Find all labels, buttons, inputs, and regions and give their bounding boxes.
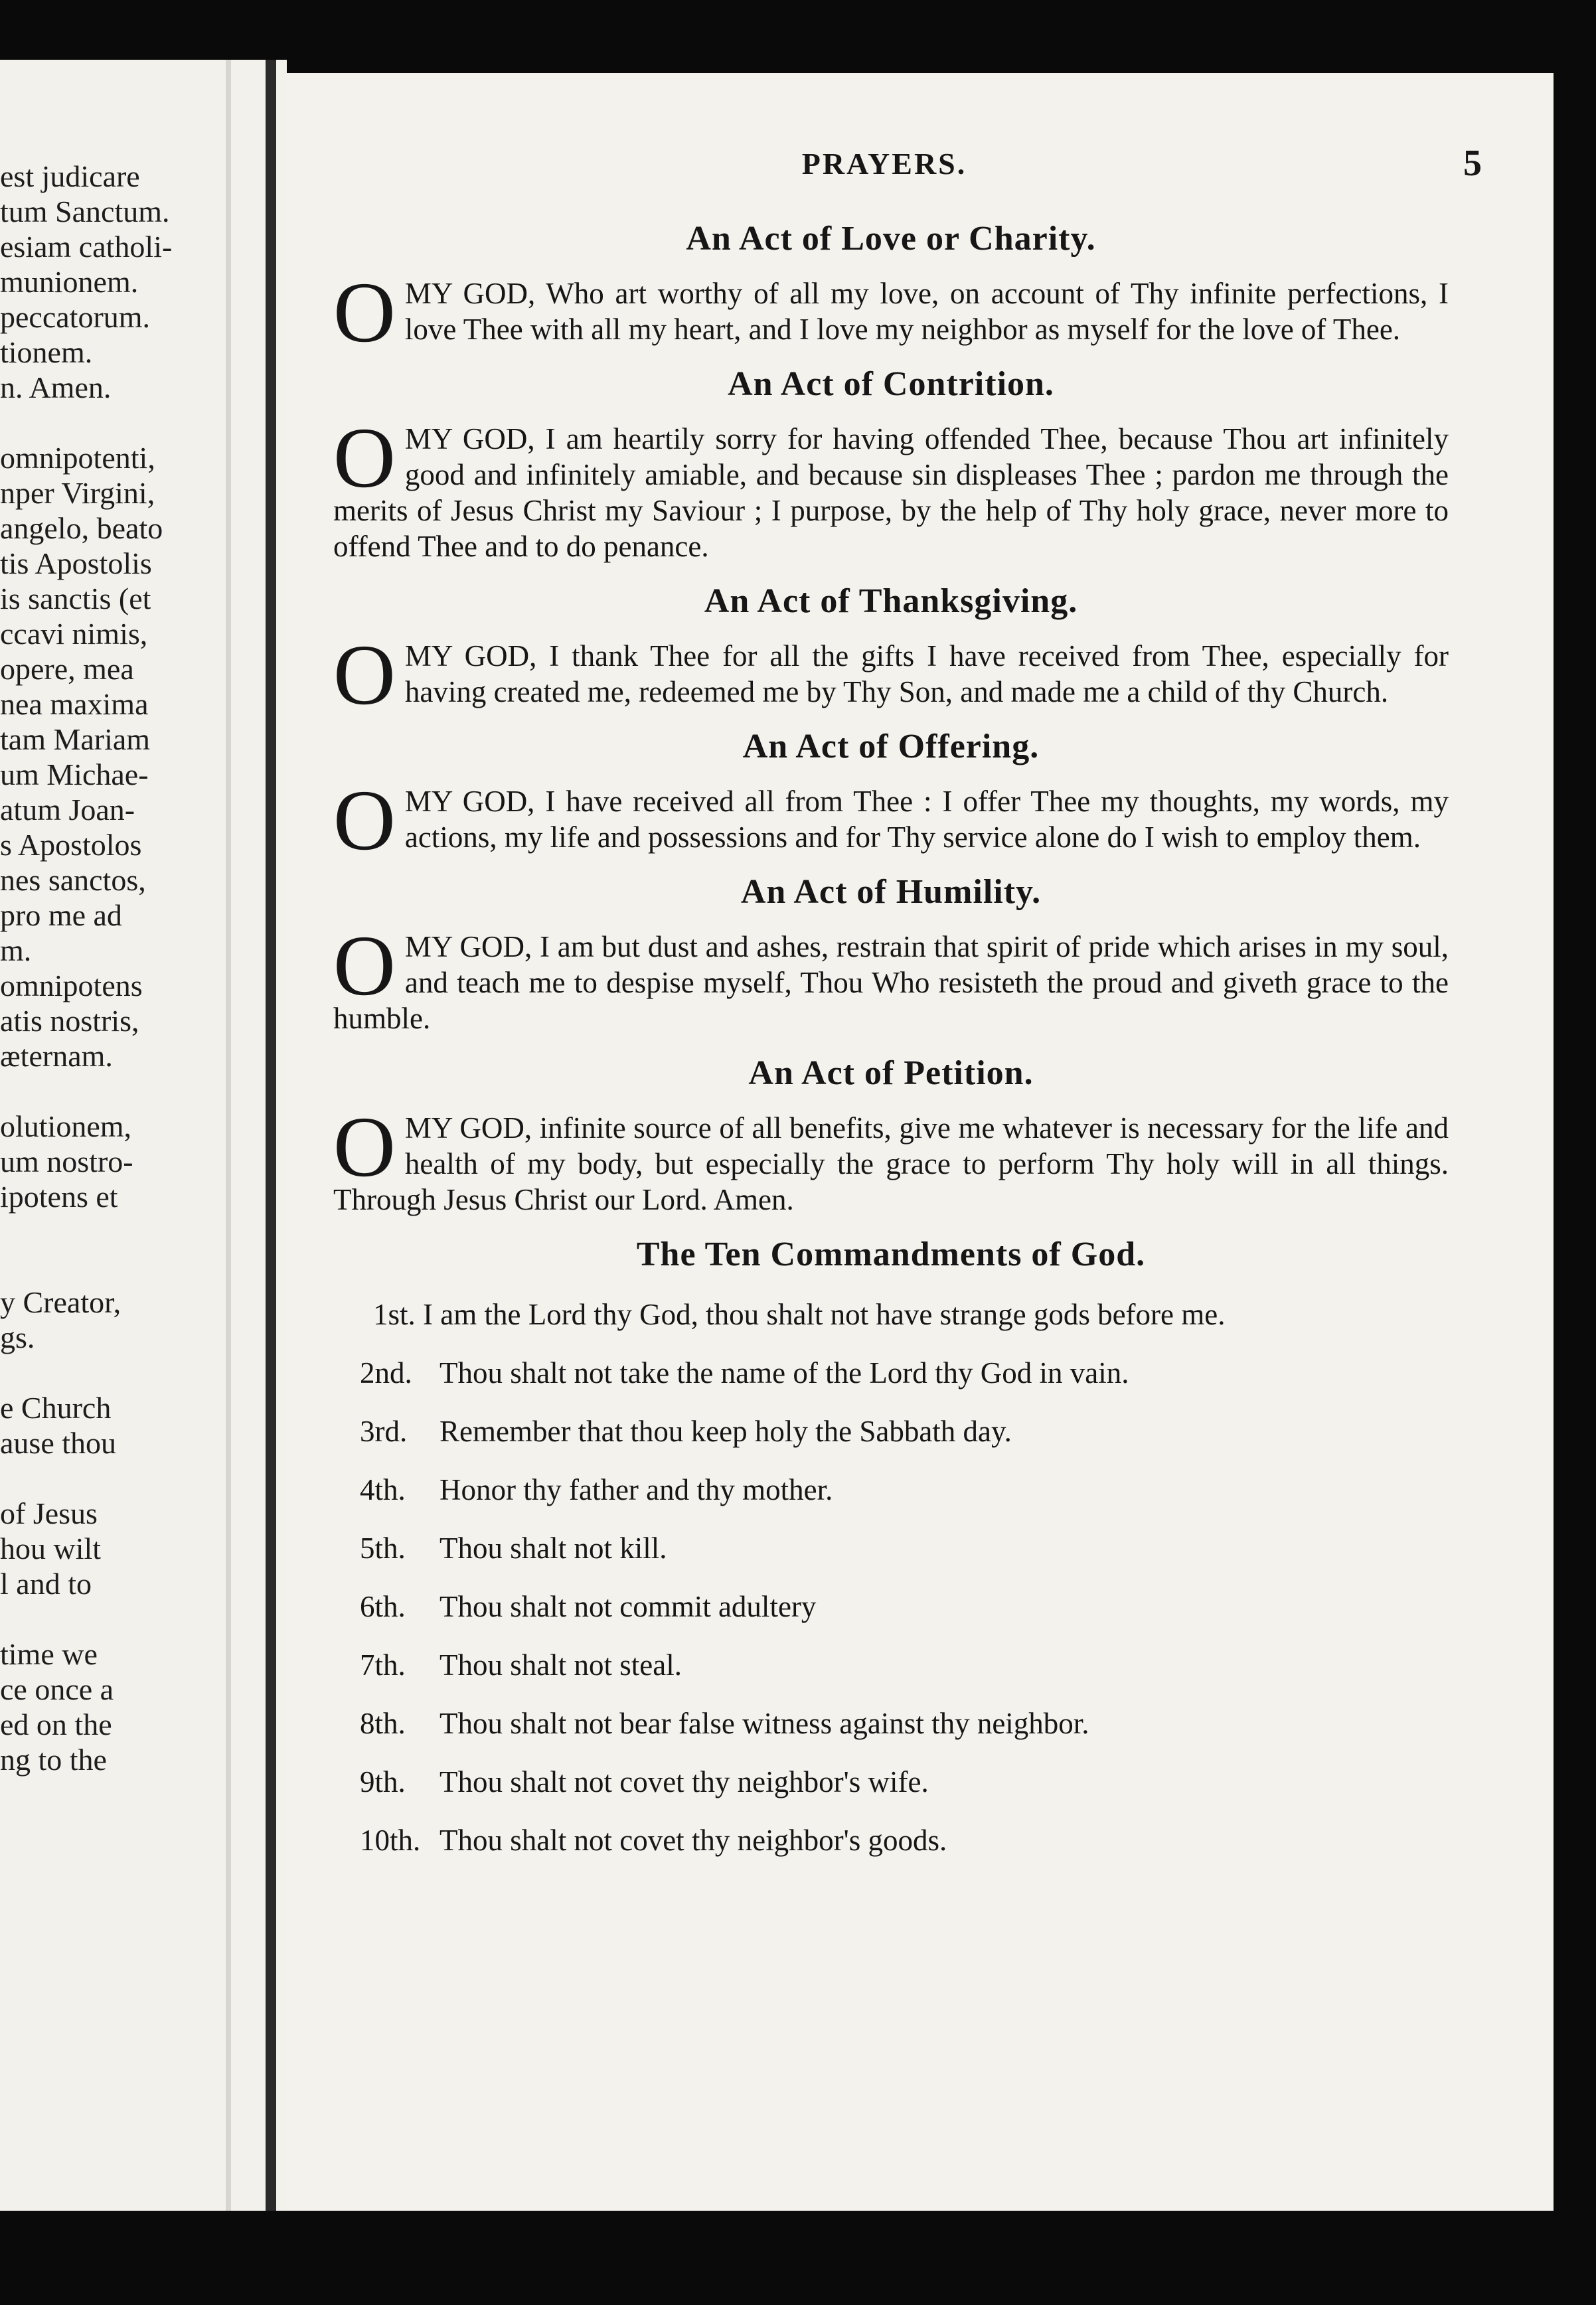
- section-heading: An Act of Humility.: [740, 873, 1042, 911]
- commandment-item: [360, 1472, 1449, 1508]
- commandment-number: 1st.: [373, 1298, 416, 1331]
- left-page-line: n. Amen.: [0, 370, 112, 404]
- commandment-text: Thou shalt not bear false witness against thy neighbor.: [439, 1707, 1089, 1740]
- ten-commandments: [333, 1235, 1449, 1858]
- commandment-number: 9th.: [360, 1765, 406, 1798]
- left-page-line: esiam catholi-: [0, 230, 173, 264]
- drop-cap: O: [333, 1099, 396, 1195]
- commandment-item: [333, 1297, 1449, 1332]
- left-page-line: time we: [0, 1637, 98, 1671]
- left-page-line: atis nostris,: [0, 1004, 139, 1038]
- left-facing-page: [0, 60, 226, 2211]
- left-page-line: m.: [0, 933, 32, 967]
- left-page-line: ce once a: [0, 1672, 114, 1706]
- drop-cap: O: [333, 265, 396, 360]
- page-number: 5: [1463, 143, 1482, 184]
- left-page-line: ng to the: [0, 1743, 107, 1777]
- left-page-line: nea maxima: [0, 687, 149, 721]
- commandment-text: Thou shalt not kill.: [439, 1532, 667, 1565]
- left-page-line: ipotens et: [0, 1180, 118, 1214]
- commandment-number: 10th.: [360, 1824, 421, 1857]
- book-gutter: [226, 60, 287, 2211]
- left-page-line: olutionem,: [0, 1109, 132, 1143]
- section-heading: An Act of Thanksgiving.: [704, 582, 1078, 620]
- left-page-line: gs.: [0, 1320, 35, 1354]
- left-page-line: æternam.: [0, 1039, 113, 1073]
- left-page-line: um Michae-: [0, 757, 149, 791]
- prayer-text: MY GOD, I am but dust and ashes, restrain that spirit of pride which arises in my soul, and teach me to despise myself, Thou Who resisteth the proud and giveth grace to the humble.: [333, 930, 1449, 1035]
- section-heading: The Ten Commandments of God.: [636, 1235, 1146, 1273]
- commandment-text: Thou shalt not covet thy neighbor's wife.: [439, 1765, 929, 1798]
- prayer-paragraph: [333, 1099, 1449, 1218]
- left-page-line: of Jesus: [0, 1496, 98, 1530]
- prayer-paragraph: [333, 410, 1449, 564]
- commandment-text: Thou shalt not steal.: [439, 1648, 682, 1682]
- left-page-line: y Creator,: [0, 1285, 121, 1319]
- drop-cap: O: [333, 773, 396, 868]
- drop-cap: O: [333, 410, 396, 506]
- commandment-text: I am the Lord thy God, thou shalt not have strange gods before me.: [423, 1298, 1226, 1331]
- act-petition: [333, 1054, 1449, 1218]
- act-contrition: [333, 364, 1449, 564]
- drop-cap: O: [333, 918, 396, 1014]
- left-page-line: omnipotenti,: [0, 441, 155, 475]
- section-heading: An Act of Offering.: [742, 728, 1040, 765]
- left-page-line: nper Virgini,: [0, 476, 155, 510]
- commandment-number: 6th.: [360, 1590, 406, 1623]
- prayer-paragraph: [333, 773, 1449, 868]
- left-page-line: um nostro-: [0, 1145, 133, 1178]
- commandment-text: Honor thy father and thy mother.: [439, 1473, 833, 1506]
- left-page-line: nes sanctos,: [0, 863, 146, 897]
- left-page-line: angelo, beato: [0, 511, 163, 545]
- prayer-text: MY GOD, I have received all from Thee : I offer Thee my thoughts, my words, my actions, my life and possessions and for Thy service alone do I wish to employ them.: [404, 785, 1449, 854]
- act-humility: [333, 872, 1449, 1036]
- commandment-item: [360, 1764, 1449, 1800]
- section-heading: An Act of Love or Charity.: [686, 220, 1096, 258]
- left-page-line: atum Joan-: [0, 793, 135, 827]
- commandment-text: Thou shalt not take the name of the Lord thy God in vain.: [439, 1356, 1129, 1390]
- left-page-line: omnipotens: [0, 969, 143, 1002]
- commandment-number: 4th.: [360, 1473, 406, 1506]
- prayer-paragraph: [333, 918, 1449, 1036]
- section-heading: An Act of Contrition.: [728, 365, 1054, 403]
- right-page: [287, 73, 1554, 2211]
- left-page-line: opere, mea: [0, 652, 134, 686]
- commandment-text: Remember that thou keep holy the Sabbath day.: [439, 1415, 1012, 1448]
- running-head: PRAYERS.: [801, 147, 967, 181]
- act-love: [333, 219, 1449, 360]
- section-heading: An Act of Petition.: [748, 1054, 1034, 1092]
- left-page-line: est judicare: [0, 159, 140, 193]
- left-page-line: pro me ad: [0, 898, 122, 932]
- prayer-text: MY GOD, infinite source of all benefits, give me whatever is necessary for the life and health of my body, but especially the grace to perform Thy holy will in all things. Through Jesus Christ our Lord. Amen.: [333, 1111, 1449, 1216]
- left-page-line: ause thou: [0, 1426, 117, 1460]
- commandment-number: 8th.: [360, 1707, 406, 1740]
- prayer-text: MY GOD, I am heartily sorry for having offended Thee, because Thou art infinitely good and infinitely amiable, and because sin displeases Thee ; pardon me through the merits of Jesus Christ my Saviour ; I purpose, by the help of Thy holy grace, never more to offend Thee and to do penance.: [333, 422, 1449, 563]
- commandment-item: [360, 1647, 1449, 1683]
- left-page-line: peccatorum.: [0, 300, 151, 334]
- left-page-line: tionem.: [0, 335, 93, 369]
- prayer-paragraph: [333, 265, 1449, 360]
- commandment-item: [360, 1413, 1449, 1449]
- commandment-item: [360, 1589, 1449, 1625]
- commandment-item: [360, 1706, 1449, 1741]
- prayer-text: MY GOD, I thank Thee for all the gifts I have received from Thee, especially for having created me, redeemed me by Thy Son, and made me a child of thy Church.: [404, 639, 1449, 708]
- commandment-item: [360, 1822, 1449, 1858]
- commandment-number: 2nd.: [360, 1356, 412, 1390]
- left-page-line: munionem.: [0, 265, 139, 299]
- left-page-line: tis Apostolis: [0, 546, 152, 580]
- left-page-line: tum Sanctum.: [0, 195, 170, 228]
- commandment-number: 5th.: [360, 1532, 406, 1565]
- commandment-number: 3rd.: [360, 1415, 408, 1448]
- page-content: [333, 219, 1449, 1881]
- commandment-number: 7th.: [360, 1648, 406, 1682]
- prayer-paragraph: [333, 627, 1449, 723]
- act-offering: [333, 727, 1449, 868]
- left-page-line: e Church: [0, 1391, 112, 1425]
- left-page-line: l and to: [0, 1567, 92, 1601]
- left-page-line: is sanctis (et: [0, 582, 151, 615]
- act-thanksgiving: [333, 582, 1449, 723]
- commandment-item: [360, 1530, 1449, 1566]
- left-page-line: ccavi nimis,: [0, 617, 148, 651]
- left-page-line: tam Mariam: [0, 722, 151, 756]
- drop-cap: O: [333, 627, 396, 723]
- left-page-line: ed on the: [0, 1708, 112, 1741]
- commandment-text: Thou shalt not covet thy neighbor's goods.: [439, 1824, 947, 1857]
- left-page-line: hou wilt: [0, 1532, 102, 1565]
- commandment-text: Thou shalt not commit adultery: [439, 1590, 817, 1623]
- left-page-line: s Apostolos: [0, 828, 142, 862]
- page-header: [287, 143, 1482, 199]
- prayer-text: MY GOD, Who art worthy of all my love, on account of Thy infinite perfections, I love Thee with all my heart, and I love my neighbor as myself for the love of Thee.: [404, 277, 1449, 346]
- commandment-item: [360, 1355, 1449, 1391]
